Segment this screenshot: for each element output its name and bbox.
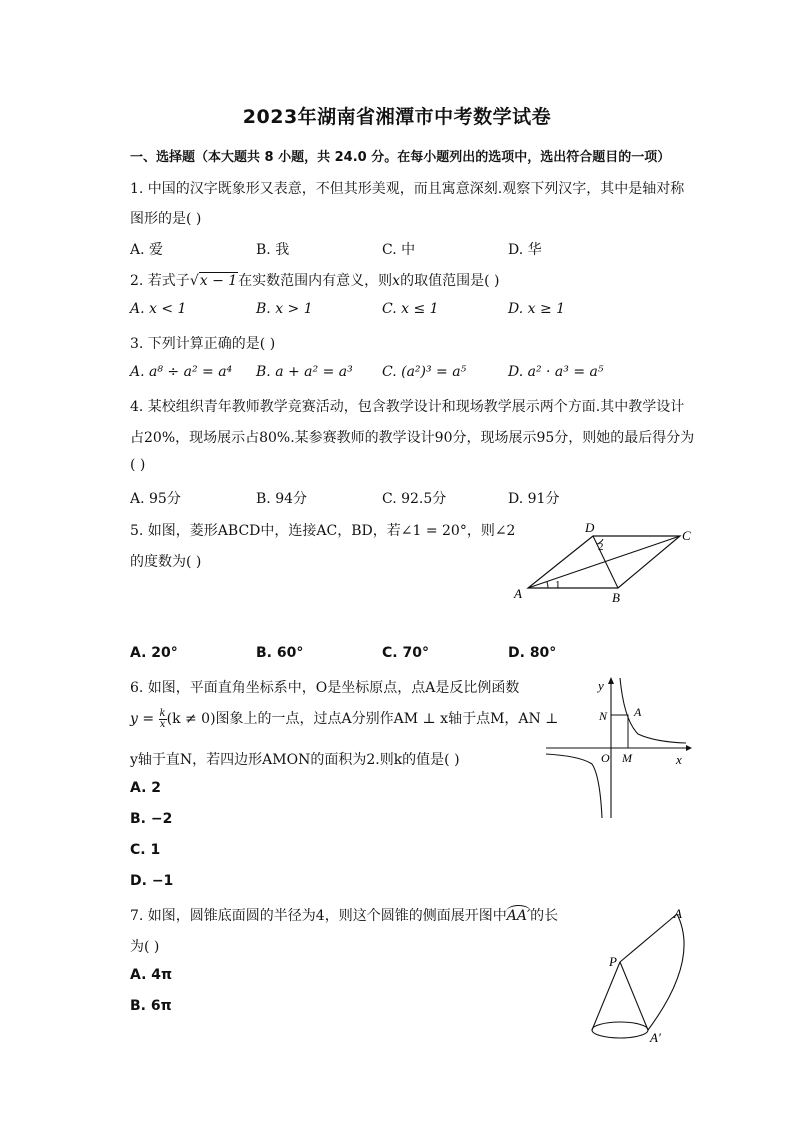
q7-option-b: B. 6π (130, 998, 172, 1014)
q2-var: x (392, 273, 401, 289)
cone-left-side (592, 962, 620, 1030)
label-d: D (585, 520, 595, 535)
q6-option-d: D. −1 (130, 873, 174, 889)
q5-option-a: A. 20° (130, 645, 178, 661)
frac-numerator: k (159, 707, 166, 719)
q2-option-a: A. x < 1 (130, 301, 187, 317)
exam-title: 2023年湖南省湘潭市中考数学试卷 (242, 106, 552, 128)
hyperbola-figure (540, 672, 700, 822)
q1-option-a: A. 爱 (130, 242, 164, 258)
rectangle-amon (611, 715, 628, 748)
x-axis-arrow (686, 745, 692, 751)
sqrt-symbol: √ (189, 273, 199, 289)
angle-1-arc (547, 582, 548, 588)
q2-suffix2: 的取值范围是( ) (400, 273, 500, 289)
q4-option-b: B. 94分 (256, 491, 308, 507)
q4-stem-line3: ( ) (130, 457, 146, 473)
label-c: C (682, 528, 691, 543)
hyperbola-branch-2 (546, 754, 602, 818)
label-y: y (598, 678, 604, 693)
q7-stem-line2: 为( ) (130, 939, 160, 955)
q1-option-b: B. 我 (256, 242, 290, 258)
label-m: M (622, 751, 632, 765)
q2-option-c: C. x ≤ 1 (382, 301, 439, 317)
section-heading: 一、选择题（本大题共 8 小题，共 24.0 分。在每小题列出的选项中，选出符合题目的一项） (130, 150, 671, 165)
q2-option-d: D. x ≥ 1 (508, 301, 566, 317)
q5-stem-line1: 5. 如图，菱形ABCD中，连接AC，BD，若∠1 = 20°，则∠2 (130, 523, 516, 539)
q7-option-a: A. 4π (130, 967, 173, 983)
q6-y-eq: y = (130, 711, 159, 727)
label-a: A (634, 705, 642, 719)
label-o: O (601, 751, 610, 765)
q7-stem-line1 (130, 905, 558, 925)
q7-prefix: 7. 如图，圆锥底面圆的半径为4，则这个圆锥的侧面展开图中 (130, 908, 507, 924)
q4-option-c: C. 92.5分 (382, 491, 447, 507)
cone-right-side (620, 962, 648, 1030)
q1-stem-line2: 图形的是( ) (130, 211, 202, 227)
q6-stem-line1: 6. 如图，平面直角坐标系中，O是坐标原点，点A是反比例函数 (130, 680, 520, 696)
label-a-prime: A′ (650, 1030, 661, 1045)
q3-option-c: C. (a²)³ = a⁵ (382, 364, 467, 380)
sector-arc (648, 914, 684, 1030)
q3-option-a: A. a⁸ ÷ a² = a⁴ (130, 364, 233, 380)
label-b: B (612, 590, 620, 605)
q1-option-c: C. 中 (382, 242, 416, 258)
label-n: N (599, 709, 608, 723)
q6-fraction (159, 709, 167, 730)
frac-denominator: x (159, 718, 166, 730)
label-a: A (514, 586, 522, 601)
diagonal-ac (528, 536, 680, 588)
q6-option-b: B. −2 (130, 811, 173, 827)
q2-suffix: 在实数范围内有意义，则 (238, 273, 393, 289)
q6-line2-rest: (k ≠ 0)图象上的一点，过点A分别作AM ⊥ x轴于点M，AN ⊥ (166, 711, 559, 727)
q2-prefix: 2. 若式子 (130, 273, 190, 289)
label-angle-2: 2 (598, 541, 604, 553)
q4-stem-line2: 占20%，现场展示占80%.某参赛教师的教学设计90分，现场展示95分，则她的最后得分为 (130, 430, 695, 446)
q5-option-b: B. 60° (256, 645, 304, 661)
slant-pa (620, 914, 677, 962)
diagonal-bd (593, 536, 618, 588)
q4-option-d: D. 91分 (508, 491, 560, 507)
label-angle-1: 1 (555, 579, 561, 591)
cone-figure (580, 900, 700, 1050)
q1-stem-line1: 1. 中国的汉字既象形又表意，不但其形美观，而且寓意深刻.观察下列汉字，其中是轴对称 (130, 181, 685, 197)
q6-stem-line2 (130, 708, 558, 730)
rhombus-figure (508, 518, 698, 608)
q1-option-d: D. 华 (508, 242, 542, 258)
q2-option-b: B. x > 1 (256, 301, 313, 317)
q4-option-a: A. 95分 (130, 491, 181, 507)
q2-stem (130, 270, 499, 290)
q3-option-b: B. a + a² = a³ (256, 364, 353, 380)
y-axis-arrow (608, 677, 614, 684)
q5-stem-line2: 的度数为( ) (130, 554, 202, 570)
label-x: x (676, 752, 682, 767)
q3-stem: 3. 下列计算正确的是( ) (130, 336, 276, 352)
q2-radicand: x − 1 (199, 273, 238, 289)
q6-stem-line3: y轴于直N，若四边形AMON的面积为2.则k的值是( ) (130, 752, 460, 768)
q6-option-a: A. 2 (130, 780, 162, 796)
label-a: A (674, 906, 682, 921)
q6-option-c: C. 1 (130, 842, 161, 858)
hyperbola-branch-1 (620, 678, 686, 743)
q7-arc: AA′ (506, 908, 531, 924)
label-p: P (609, 954, 617, 969)
q3-option-d: D. a² · a³ = a⁵ (508, 364, 604, 380)
q5-option-c: C. 70° (382, 645, 429, 661)
q5-option-d: D. 80° (508, 645, 557, 661)
q4-stem-line1: 4. 某校组织青年教师教学竞赛活动，包含教学设计和现场教学展示两个方面.其中教学设计 (130, 399, 685, 415)
cone-base (592, 1022, 648, 1038)
q7-suffix: 的长 (530, 908, 559, 924)
